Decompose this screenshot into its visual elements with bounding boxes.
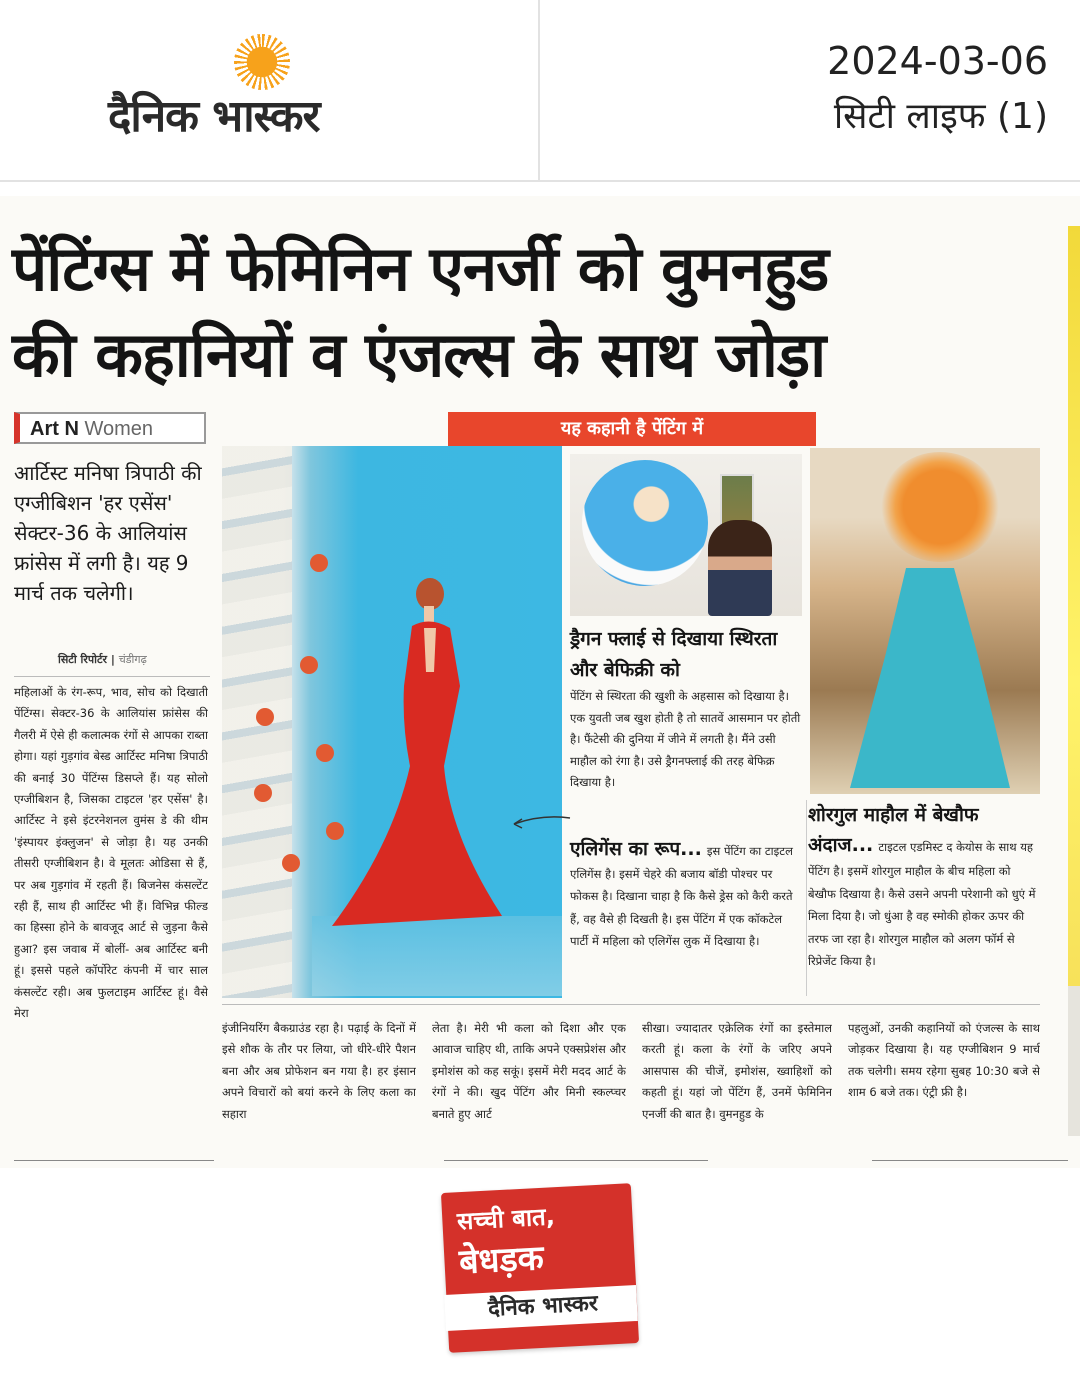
article-headline	[12, 226, 1062, 398]
bottom-rule	[872, 1160, 1068, 1161]
caption-dragonfly-text: पेंटिंग से स्थिरता की खुशी के अहसास को दिखाया है। एक युवती जब खुश होती है तो सातवें आसमान पर होती है। फैंटेसी की दुनिया में जीने में लगती है। मैंने उसी माहौल को रंगा है। उसे ड्रैगनफ्लाई की तरह बेफिक्र दिखाया है।	[570, 689, 801, 790]
orange-hair-shape	[880, 452, 1000, 562]
caption-elegance	[570, 836, 796, 953]
top-header	[0, 0, 1080, 182]
section-banner: यह कहानी है पेंटिंग में	[448, 412, 816, 446]
body-column-5: पहलुओं, उनकी कहानियों को एंजल्स के साथ जोड़कर दिखाया है। यह एग्जीबिशन 9 मार्च तक चलेगी। समय रहेगा सुबह 10:30 बजे से शाम 6 बजे तक। एंट्री फ्री है।	[848, 1021, 1040, 1100]
byline-city: चंडीगढ़	[118, 653, 147, 666]
body-column-1: महिलाओं के रंग-रूप, भाव, सोच को दिखाती पेंटिंग्स। सेक्टर-36 के आलियांस फ्रांसेस की गैलरी में ऐसे ही कलात्मक रंगों से आपका राब्ता होगा। यहां गुड़गांव बेस्ड आर्टिस्ट मनिषा त्रिपाठी की बनाई 30 पेंटिंग्स डिसप्ले हैं। यह सोलो एग्जीबिशन है, जिसका टाइटल 'हर एसेंस' है। आर्टिस्ट ने इसे इंटरनेशनल वुमंस डे की थीम 'इंस्पायर इंक्लुजन' से जोड़ा है। यह उनकी तीसरी एग्जीबिशन है। वे मूलतः ओडिसा से हैं, पर अब गुड़गांव में रहती हैं। बिजनेस कंसल्टेंट रही हैं, साथ ही आर्टिस्ट भी हैं। विभिन्न फील्ड का हिस्सा होने के बावजूद आर्ट से जुड़ना कैसे हुआ? इस जवाब में बोलीं- अब आर्टिस्ट बनी हूं। इससे पहले कॉर्पोरेट कंपनी में चार साल कंसल्टेंट रही। अब फुलटाइम आर्टिस्ट हूं। वैसे मेरा	[14, 685, 208, 1021]
promo-logo	[445, 1188, 635, 1348]
columns-divider	[222, 1004, 1040, 1005]
sun-icon	[234, 34, 290, 90]
caption-divider	[806, 800, 807, 996]
red-dress-figure	[332, 576, 502, 946]
painting-amidst-chaos	[810, 448, 1040, 794]
column-tag-part1: Art N	[30, 418, 79, 440]
brand-logo	[108, 34, 418, 144]
caption-pointer-arrow-icon	[508, 814, 572, 830]
painting-dot	[282, 854, 300, 872]
painting-elegance	[222, 446, 562, 998]
article-intro: आर्टिस्ट मनिषा त्रिपाठी की एग्जीबिशन 'हर एसेंस' सेक्टर-36 के आलियांस फ्रांसेस में लगी है। यह 9 मार्च तक चलेगी।	[14, 461, 202, 605]
photo-artist-gallery	[570, 454, 802, 616]
bottom-rule	[14, 1160, 214, 1161]
byline-rule	[14, 676, 210, 677]
brand-name: दैनिक भास्कर	[108, 91, 320, 142]
newspaper-clip	[0, 196, 1080, 1168]
adjacent-page-strip	[1068, 226, 1080, 986]
header-divider	[538, 0, 540, 182]
body-column-2: इंजीनियरिंग बैकग्राउंड रहा है। पढ़ाई के दिनों में इसे शौक के तौर पर लिया, जो धीरे-धीरे पैशन बना और अब प्रोफेशन बन गया है। हर इंसान अपने विचारों को बयां करने के लिए कला का सहारा	[222, 1021, 416, 1121]
headline-line-2: की कहानियों व एंजल्स के साथ जोड़ा	[12, 318, 826, 391]
dragonfly-painting-circle	[582, 460, 708, 586]
byline: सिटी रिपोर्टर | चंडीगढ़	[58, 653, 147, 666]
caption-chaos-text: टाइटल एडमिस्ट द केयोस के साथ यह पेंटिंग है। इसमें शोरगुल माहौल के बीच महिला को बेखौफ दिखाया है। कैसे उसने अपनी परेशानी को धुएं में मिला दिया है। जो धुंआ है वह स्मोकी होकर ऊपर की तरफ जा रहा है। शोरगुल माहौल को अलग फॉर्म से रिप्रेजेंट किया है।	[808, 840, 1036, 969]
headline-line-1: पेंटिंग्स में फेमिनिन एनर्जी को वुमनहुड	[12, 232, 829, 305]
painting-dot	[300, 656, 318, 674]
column-tag	[14, 412, 206, 444]
teal-dress-shape	[850, 568, 1010, 788]
bottom-rule	[444, 1160, 708, 1161]
painting-dot	[254, 784, 272, 802]
byline-reporter: सिटी रिपोर्टर	[58, 653, 107, 666]
promo-brand-name: दैनिक भास्कर	[487, 1291, 599, 1322]
body-column-4: सीखा। ज्यादातर एक्रेलिक रंगों का इस्तेमाल करती हूं। कला के रंगों के जरिए अपने आसपास की चीजें, इमोशंस, ख्वाहिशों को कहती हूं। यहां जो पेंटिंग हैं, उनमें फेमिनिन एनर्जी की बात है। वुमनहुड के	[642, 1021, 832, 1121]
artist-figure	[708, 520, 772, 616]
adjacent-page-strip-lower	[1068, 986, 1080, 1136]
column-tag-text	[30, 417, 153, 441]
edition-page-label: सिटी लाइफ (1)	[833, 96, 1048, 137]
painting-dot	[310, 554, 328, 572]
column-tag-part2: Women	[84, 418, 153, 440]
promo-line-2: बेधड़क	[458, 1238, 545, 1283]
caption-chaos-lead: शोरगुल माहौल में बेखौफ अंदाज...	[808, 804, 979, 856]
caption-chaos	[808, 800, 1040, 973]
edition-date: 2024-03-06	[827, 39, 1048, 83]
caption-elegance-text: इस पेंटिंग का टाइटल एलिगेंस है। इसमें चेहरे की बजाय बॉडी पोश्चर पर फोकस है। दिखाना चाहा है कि कैसे ड्रेस को कैरी करते हैं, वह वैसे ही दिखती है। इस पेंटिंग में एक कॉकटेल पार्टी में महिला को एलिगेंस लुक में दिखाया है।	[570, 844, 793, 949]
caption-dragonfly-title: ड्रैगन फ्लाई से दिखाया स्थिरता और बेफिक्री को	[570, 628, 778, 681]
body-column-3: लेता है। मेरी भी कला को दिशा और एक आवाज चाहिए थी, ताकि अपने एक्सप्रेशंस और इमोशंस को कह सकूं। इसमें मेरी मदद आर्ट के रंगों ने की। खुद पेंटिंग और मिनी स्कल्प्चर बनाते हुए आर्ट	[432, 1021, 626, 1121]
painting-dot	[256, 708, 274, 726]
promo-line-1: सच्ची बात,	[456, 1202, 556, 1236]
caption-elegance-lead: एलिगेंस का रूप...	[570, 838, 702, 860]
